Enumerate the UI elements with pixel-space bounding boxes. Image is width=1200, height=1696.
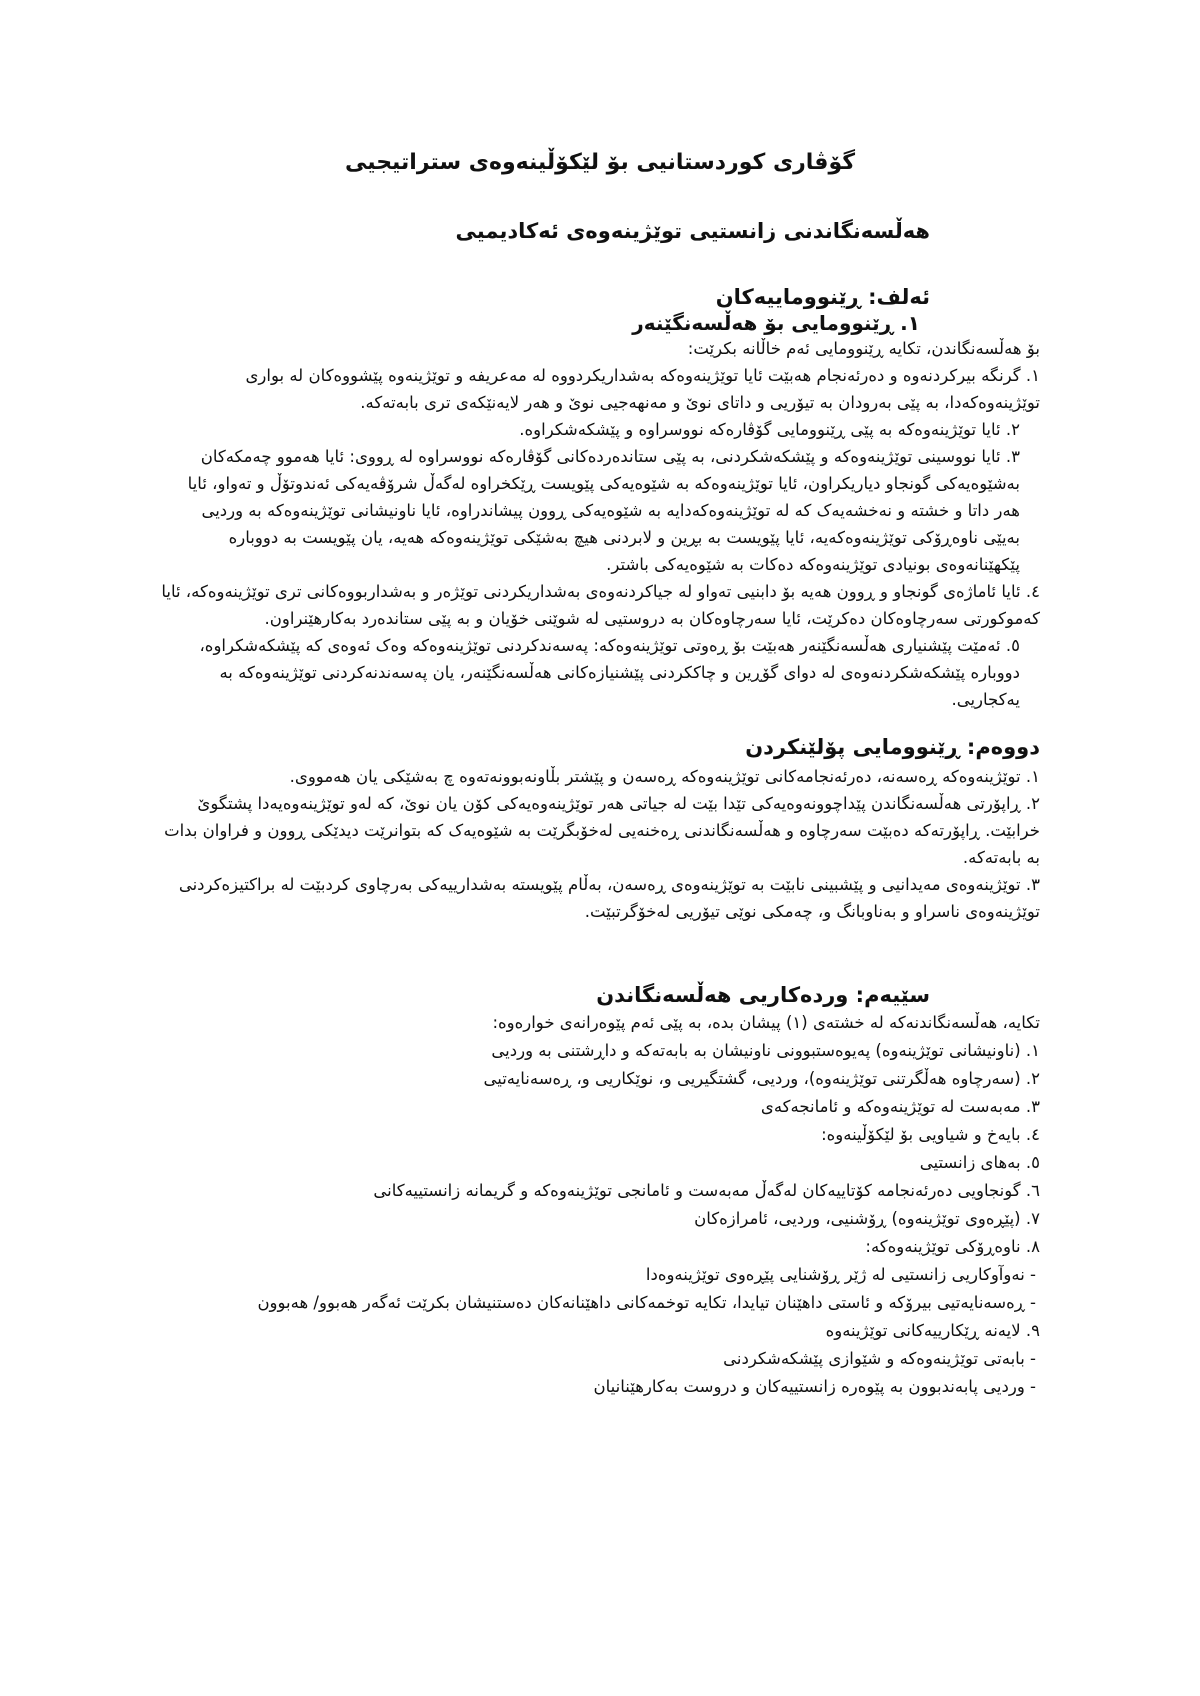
criteria-item: ٧. (پێڕەوی توێژینەوە) ڕۆشنیی، وردیی، ئامرازەکان [694,1209,1040,1228]
guideline-paragraph: ٣. ئایا نووسینی توێژینەوەکە و پێشکەشکردنی، بە پێی ستاندەردەکانی گۆڤارەکە نووسراوە لە ڕووی: ئایا هەموو چەمکەکان بەشێوەیەکی گونجاو دیاریکراون، ئایا توێژینەوەکە بە شێوەیەکی پێویست ڕێکخراوە لەگەڵ شرۆڤەیەکی ئەندوتۆڵ و تەواو، ئایا هەر داتا و خشتە و نەخشەیەک کە لە توێژینەوەکەدایە بە شێوەیەکی ڕوون پیشاندراوە، ئایا ناونیشانی توێژینەوەکە بە وردیی بەیێی ناوەڕۆکی توێژینەوەکەیە، ئایا پێویست بە بڕین و لابردنی هیچ بەشێکی توێژینەوەکە هەیە، یان پێویست بە دووبارە پێکهێنانەوەی بونیادی توێژینەوەکە دەکات بە شێوەیەکی باشتر. [187,447,1020,574]
criteria-item: ٣. مەبەست لە توێژینەوەکە و ئامانجەکەی [760,1097,1040,1116]
document-page [160,130,1040,1401]
criteria-subitem: - نەوآوکاریی زانستیی لە ژێر ڕۆشنایی پێڕەوی توێژینەوەدا [645,1265,1036,1284]
criteria-item: ٢. (سەرچاوە هەڵگرتنی توێژینەوە)، وردیی، گشتگیریی و، نوێکاریی و، ڕەسەنایەتیی [483,1069,1040,1088]
section-classification-heading: دووەم: ڕێنوومایی پۆلێنکردن [745,735,1040,759]
section-guidelines-heading: ئەلف: ڕێنووماییەکان [715,285,930,309]
criteria-item: ٥. بەهای زانستیی [919,1153,1040,1172]
section-evaluation-details-heading: سێیەم: وردەکاریی هەڵسەنگاندن [596,983,930,1007]
criteria-list [160,1037,1040,1401]
classification-paragraph: ٢. ڕاپۆرتی هەڵسەنگاندن پێداچوونەوەیەکی تێدا بێت لە جیاتی هەر توێژینەوەیەکی کۆن یان نوێ، کە لەو توێژینەوەیەدا پشتگوێ خرابێت. ڕاپۆرتەکە دەبێت سەرچاوە و هەڵسەنگاندنی ڕەخنەیی لەخۆبگرێت بە شێوەیەک کە بتوانرێت دیدێکی ڕوون و فراوان بدات بە بابەتەکە. [164,794,1040,867]
criteria-item: ٩. لایەنە ڕێکارییەکانی توێژینەوە [825,1321,1040,1340]
reviewer-guidelines-heading: ١. ڕێنوومایی بۆ هەڵسەنگێنەر [632,311,920,335]
classification-paragraph: ٣. توێژینەوەی مەیدانیی و پێشبینی نابێت بە توێژینەوەی ڕەسەن، بەڵام پێویستە بەشدارییەکی بەرچاوی کردبێت لە براکتیزەکردنی توێژینەوەی ناسراو و بەناوبانگ و، چەمکی نوێی تیۆریی لەخۆگرتبێت. [178,875,1040,921]
criteria-item: ٨. ناوەڕۆکی توێژینەوەکە: [865,1237,1040,1256]
criteria-subitem: - بابەتی توێژینەوەکە و شێوازی پێشکەشکردنی [723,1349,1036,1368]
form-title: هەڵسەنگاندنی زانستیی توێژینەوەی ئەکادیمیی [455,219,930,243]
journal-title: گۆڤاری کوردستانیی بۆ لێکۆڵینەوەی ستراتیجیی [344,150,856,175]
guideline-paragraph: ٢. ئایا توێژینەوەکە بە پێی ڕێنوومایی گۆڤارەکە نووسراوە و پێشکەشکراوە. [519,420,1020,439]
guideline-paragraph: ٤. ئایا ئاماژەی گونجاو و ڕوون هەیە بۆ دابنیی تەواو لە جیاکردنەوەی بەشداریکردنی توێژەر و بەشداربووەکانی تری توێژینەوەکە، ئایا کەموکورتی سەرچاوەکان دەکرێت، ئایا سەرچاوەکان بە دروستیی لە شوێنی خۆیان و بە پێی ستاندەرد بەکارهێنراون. [161,582,1040,628]
criteria-subitem: - وردیی پابەندبوون بە پێوەرە زانستییەکان و دروست بەکارهێنانیان [593,1377,1036,1396]
criteria-subitem: - ڕەسەنایەتیی بیرۆکە و ئاستی داهێنان تیایدا، تکایە توخمەکانی داهێنانەکان دەستنیشان بکرێت ئەگەر هەبوو/ هەبوون [257,1293,1036,1312]
criteria-item: ١. (ناونیشانی توێژینەوە) پەیوەستبوونی ناونیشان بە بابەتەکە و داڕشتنی بە وردیی [491,1041,1040,1060]
guidelines-intro: بۆ هەڵسەنگاندن، تکایە ڕێنوومایی ئەم خاڵانە بکرێت: [687,339,1040,358]
classification-paragraph: ١. توێژینەوەکە ڕەسەنە، دەرئەنجامەکانی توێژینەوەکە ڕەسەن و پێشتر بڵاونەبوونەتەوە چ بەشێکی یان هەمووی. [289,767,1040,786]
evaluation-intro: تکایە، هەڵسەنگاندنەکە لە خشتەی (١) پیشان بدە، بە پێی ئەم پێوەرانەی خوارەوە: [492,1013,1040,1032]
guideline-paragraph: ١. گرنگە بیرکردنەوە و دەرئەنجام هەبێت ئایا توێژینەوەکە بەشداریکردووە لە مەعریفە و توێژینەوە پێشووەکان لە بواری توێژینەوەکەدا، بە پێی بەرودان بە تیۆریی و داتای نوێ و مەنهەجیی نوێ و هەر لایەنێکەی تری بابەتەکە. [245,366,1040,412]
guideline-paragraph: ٥. ئەمێت پێشنیاری هەڵسەنگێنەر هەبێت بۆ ڕەوتی توێژینەوەکە: پەسەندکردنی توێژینەوەکە وەک ئەوەی کە پێشکەشکراوە، دووبارە پێشکەشکردنەوەی لە دوای گۆڕین و چاککردنی پێشنیازەکانی هەڵسەنگێنەر، یان پەسەندنەکردنی توێژینەوەکە بە یەکجاریی. [199,636,1020,709]
criteria-item: ٤. بایەخ و شیاویی بۆ لێکۆڵینەوە: [821,1125,1040,1144]
criteria-item: ٦. گونجاویی دەرئەنجامە کۆتاییەکان لەگەڵ مەبەست و ئامانجی توێژینەوەکە و گریمانە زانستییەکانی [373,1181,1040,1200]
